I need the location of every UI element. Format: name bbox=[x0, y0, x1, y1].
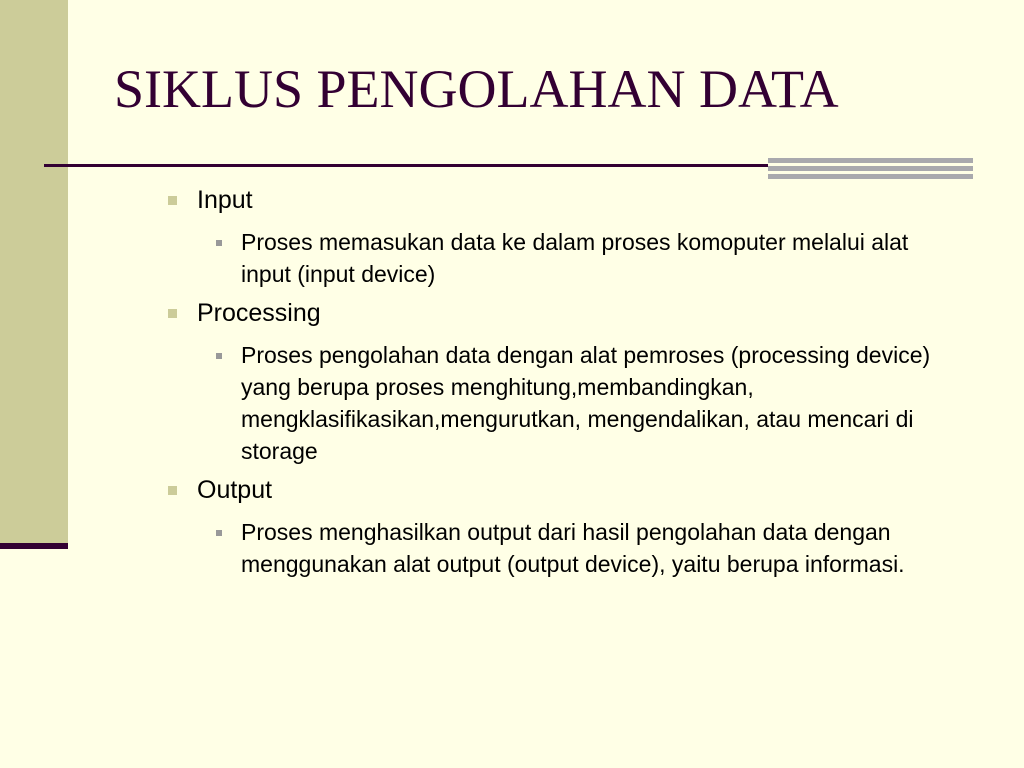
square-bullet-icon bbox=[168, 196, 177, 205]
small-square-bullet-icon bbox=[216, 530, 222, 536]
square-bullet-icon bbox=[168, 309, 177, 318]
bullet-item-input bbox=[160, 183, 970, 217]
title-accent-stripes bbox=[768, 158, 973, 179]
slide-body bbox=[160, 183, 970, 586]
bullet-label: Output bbox=[197, 476, 273, 504]
small-square-bullet-icon bbox=[216, 353, 222, 359]
title-divider bbox=[44, 164, 777, 167]
sub-bullet-output bbox=[241, 516, 961, 580]
bullet-label: Input bbox=[197, 186, 253, 214]
left-accent-bar-base bbox=[0, 543, 68, 549]
left-accent-bar bbox=[0, 0, 68, 543]
bullet-item-processing bbox=[160, 296, 970, 330]
bullet-label: Processing bbox=[197, 299, 321, 327]
sub-bullet-text: Proses menghasilkan output dari hasil pengolahan data dengan menggunakan alat output (output device), yaitu berupa informasi. bbox=[241, 519, 905, 577]
small-square-bullet-icon bbox=[216, 240, 222, 246]
sub-bullet-input bbox=[241, 226, 961, 290]
sub-bullet-text: Proses memasukan data ke dalam proses komoputer melalui alat input (input device) bbox=[241, 229, 909, 287]
sub-bullet-processing bbox=[241, 339, 961, 467]
bullet-item-output bbox=[160, 473, 970, 507]
slide-title: SIKLUS PENGOLAHAN DATA bbox=[114, 59, 839, 119]
sub-bullet-text: Proses pengolahan data dengan alat pemroses (processing device) yang berupa proses menghitung,membandingkan, mengklasifikasikan,mengurutkan, mengendalikan, atau mencari di storage bbox=[241, 342, 931, 464]
square-bullet-icon bbox=[168, 486, 177, 495]
